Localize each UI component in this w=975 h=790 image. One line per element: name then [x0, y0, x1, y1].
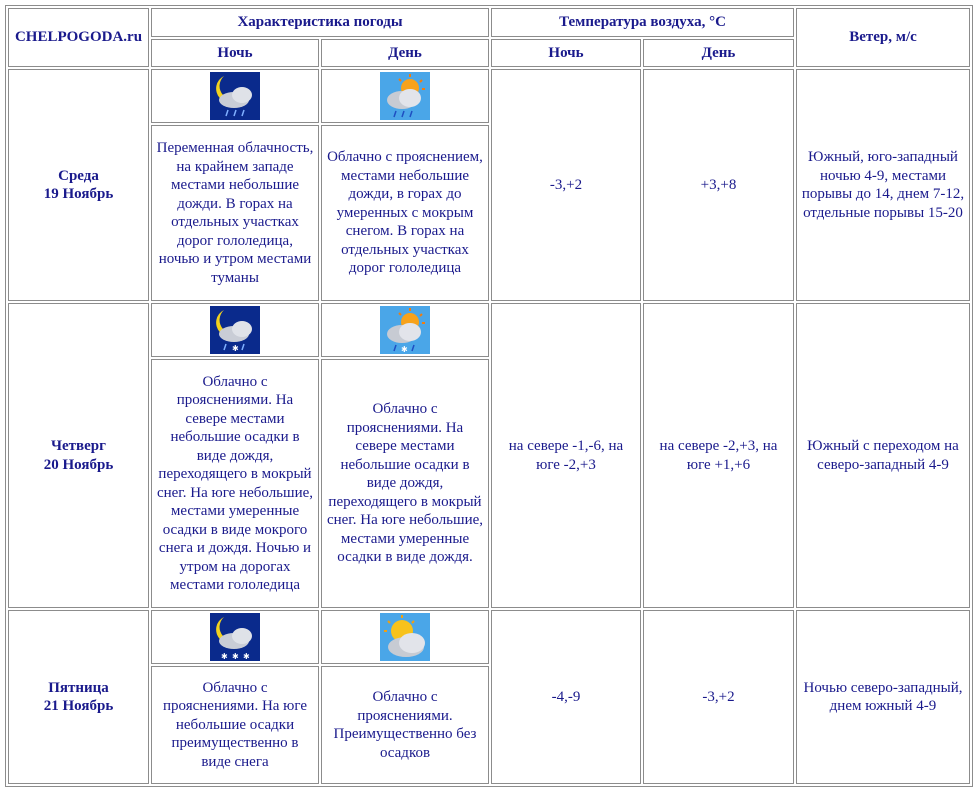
day-icon-cell — [321, 69, 489, 123]
temperature-day: +3,+8 — [643, 69, 794, 301]
wind-description: Южный, юго-западный ночью 4-9, местами порывы до 14, днем 7-12, отдельные порывы 15-20 — [796, 69, 970, 301]
night-description: Облачно с прояснениями. На севере местами небольшие осадки в виде дождя, переходящего в мокрый снег. На юге небольшие, местами умеренные осадки в виде мокрого снега и дождя. Ночью и утром на дорогах местами гололедица — [151, 359, 319, 608]
moon-cloud-snow-icon — [210, 613, 260, 661]
sun-cloud-rain-icon — [380, 72, 430, 120]
moon-cloud-sleet-icon — [210, 306, 260, 354]
wind-description: Ночью северо-западный, днем южный 4-9 — [796, 610, 970, 784]
sun-cloud-sleet-icon — [380, 306, 430, 354]
sun-cloud-icon — [380, 613, 430, 661]
day-icon-cell — [321, 610, 489, 664]
weather-header: Характеристика погоды — [151, 8, 489, 37]
wind-description: Южный с переходом на северо-западный 4-9 — [796, 303, 970, 608]
svg-text:✱: ✱ — [243, 652, 250, 661]
night-icon-cell — [151, 303, 319, 357]
date: 19 Ноябрь — [43, 186, 114, 202]
day-label — [8, 69, 149, 301]
weekday: Пятница — [48, 679, 109, 696]
temperature-night: -3,+2 — [491, 69, 641, 301]
temperature-night: -4,-9 — [491, 610, 641, 784]
temperature-day-header: День — [643, 39, 794, 67]
day-description: Облачно с прояснениями. На севере местами небольшие осадки в виде дождя, переходящего в мокрый снег. На юге небольшие, местами умеренные осадки в виде дождя. — [321, 359, 489, 608]
day-description: Облачно с прояснением, местами небольшие дожди, в горах до умеренных с мокрым снегом. В горах на отдельных участках дорог гололедица — [321, 125, 489, 301]
moon-cloud-rain-icon — [210, 72, 260, 120]
weekday: Среда — [58, 167, 99, 184]
svg-text:✱: ✱ — [232, 652, 239, 661]
weather-day-header: День — [321, 39, 489, 67]
day-icon-cell — [321, 303, 489, 357]
night-icon-cell — [151, 610, 319, 664]
brand-label: CHELPOGODA.ru — [8, 8, 149, 67]
temperature-day: на севере -2,+3, на юге +1,+6 — [643, 303, 794, 608]
day-label — [8, 303, 149, 608]
temperature-day: -3,+2 — [643, 610, 794, 784]
temperature-night: на севере -1,-6, на юге -2,+3 — [491, 303, 641, 608]
weekday: Четверг — [51, 438, 106, 454]
night-description: Облачно с прояснениями. На юге небольшие осадки преимущественно в виде снега — [151, 666, 319, 784]
weather-night-header: Ночь — [151, 39, 319, 67]
svg-text:✱: ✱ — [232, 344, 239, 353]
svg-text:✱: ✱ — [221, 652, 228, 661]
wind-header: Ветер, м/с — [796, 8, 970, 67]
night-icon-cell — [151, 69, 319, 123]
forecast-table — [5, 5, 973, 787]
temperature-header: Температура воздуха, °C — [491, 8, 794, 37]
day-label — [8, 610, 149, 784]
day-description: Облачно с прояснениями. Преимущественно без осадков — [321, 666, 489, 784]
svg-text:✱: ✱ — [401, 345, 408, 354]
temperature-night-header: Ночь — [491, 39, 641, 67]
date: 20 Ноябрь — [43, 456, 114, 473]
night-description: Переменная облачность, на крайнем западе местами небольшие дожди. В горах на отдельных участках дорог гололедица, ночью и утром местами туманы — [151, 125, 319, 301]
date: 21 Ноябрь — [43, 698, 114, 714]
